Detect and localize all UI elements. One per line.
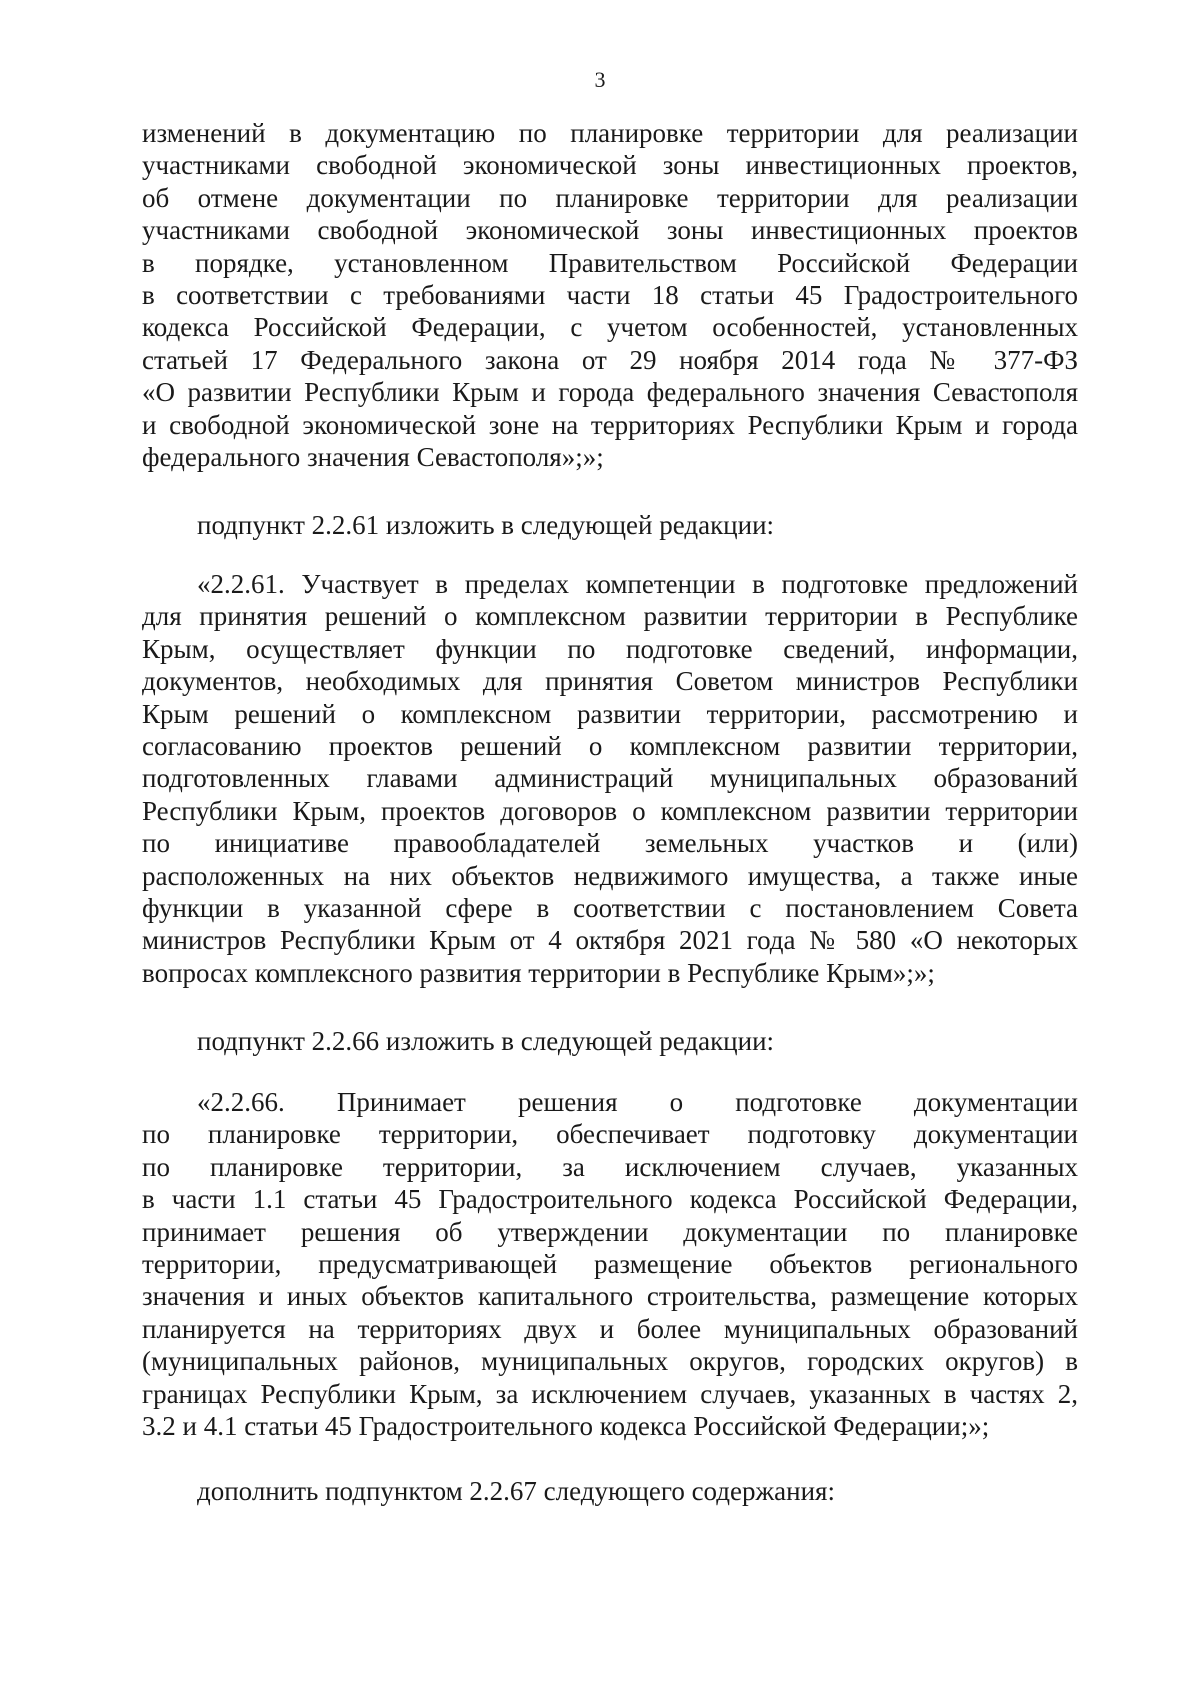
text-line: по планировке территории, за исключением случаев, указанных xyxy=(142,1151,1078,1182)
text-line: для принятия решений о комплексном развитии территории в Республике xyxy=(142,601,1078,632)
text-line: Крым решений о комплексном развитии территории, рассмотрению и xyxy=(142,698,1078,729)
text-line: изменений в документацию по планировке территории для реализации xyxy=(142,118,1078,148)
intro-subpoint-2261: подпункт 2.2.61 изложить в следующей редакции: xyxy=(197,510,775,540)
text-line: об отмене документации по планировке территории для реализации xyxy=(142,182,1078,213)
text-line: федерального значения Севастополя»;»; xyxy=(142,442,604,473)
intro-subpoint-2267: дополнить подпунктом 2.2.67 следующего содержания: xyxy=(197,1476,835,1506)
text-line: вопросах комплексного развития территории в Республике Крым»;»; xyxy=(142,957,935,988)
text-line: участниками свободной экономической зоны инвестиционных проектов xyxy=(142,215,1078,246)
text-line: по планировке территории, обеспечивает подготовку документации xyxy=(142,1119,1078,1150)
text-line: принимает решения об утверждении документации по планировке xyxy=(142,1216,1078,1247)
text-line: (муниципальных районов, муниципальных округов, городских округов) в xyxy=(142,1346,1078,1377)
text-line: «2.2.66. Принимает решения о подготовке документации xyxy=(197,1087,1078,1117)
text-line: подготовленных главами администраций муниципальных образований xyxy=(142,763,1078,794)
page-number: 3 xyxy=(594,67,606,92)
intro-subpoint-2266: подпункт 2.2.66 изложить в следующей редакции: xyxy=(197,1026,775,1056)
text-line: Крым, осуществляет функции по подготовке сведений, информации, xyxy=(142,633,1078,664)
text-line: и свободной экономической зоне на территориях Республики Крым и города xyxy=(142,409,1078,440)
text-line: в порядке, установленном Правительством Российской Федерации xyxy=(142,247,1078,278)
text-line: по инициативе правообладателей земельных участков и (или) xyxy=(142,828,1078,859)
text-line: «О развитии Республики Крым и города федерального значения Севастополя xyxy=(142,377,1078,408)
text-line: 3.2 и 4.1 статьи 45 Градостроительного кодекса Российской Федерации;»; xyxy=(142,1411,990,1442)
text-line: участниками свободной экономической зоны инвестиционных проектов, xyxy=(142,150,1078,181)
text-line: «2.2.61. Участвует в пределах компетенции в подготовке предложений xyxy=(197,569,1078,599)
text-line: значения и иных объектов капитального строительства, размещение которых xyxy=(142,1281,1078,1312)
text-line: функции в указанной сфере в соответствии с постановлением Совета xyxy=(142,893,1078,924)
text-line: в соответствии с требованиями части 18 статьи 45 Градостроительного xyxy=(142,280,1078,311)
text-line: министров Республики Крым от 4 октября 2021 года № 580 «О некоторых xyxy=(142,925,1078,956)
text-line: в части 1.1 статьи 45 Градостроительного кодекса Российской Федерации, xyxy=(142,1184,1078,1215)
text-line: расположенных на них объектов недвижимого имущества, а также иные xyxy=(142,860,1078,891)
text-line: статьей 17 Федерального закона от 29 ноября 2014 года № 377-ФЗ xyxy=(142,344,1078,375)
text-line: кодекса Российской Федерации, с учетом особенностей, установленных xyxy=(142,312,1078,343)
text-line: границах Республики Крым, за исключением случаев, указанных в частях 2, xyxy=(142,1378,1078,1409)
paragraph-documentation-changes xyxy=(142,117,1078,473)
text-line: планируется на территориях двух и более муниципальных образований xyxy=(142,1313,1078,1344)
text-line: документов, необходимых для принятия Советом министров Республики xyxy=(142,666,1078,697)
paragraph-subpoint-2266 xyxy=(142,1086,1078,1442)
paragraph-subpoint-2261 xyxy=(142,568,1078,989)
text-line: территории, предусматривающей размещение объектов регионального xyxy=(142,1249,1078,1280)
text-line: Республики Крым, проектов договоров о комплексном развитии территории xyxy=(142,795,1078,826)
text-line: согласованию проектов решений о комплексном развитии территории, xyxy=(142,731,1078,762)
